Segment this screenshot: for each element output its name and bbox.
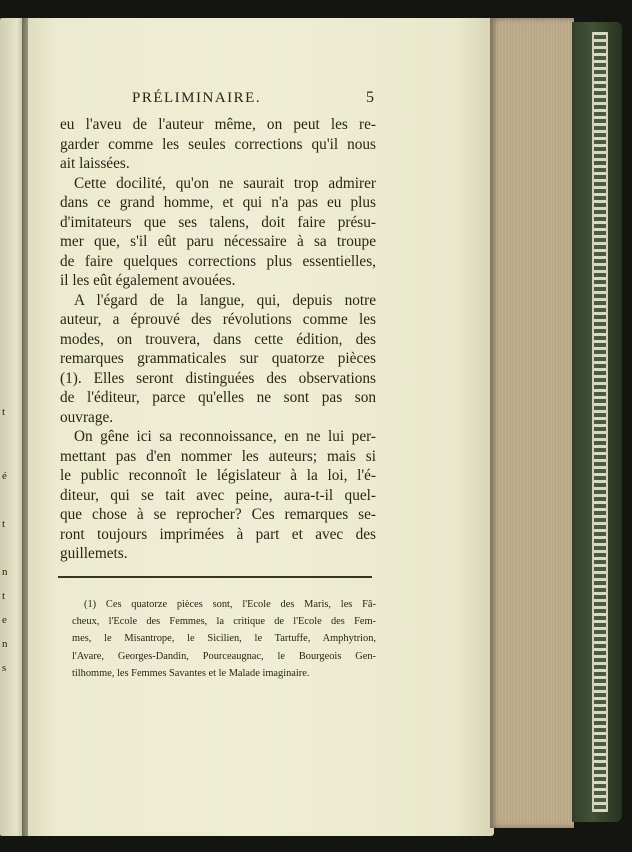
text-line: garder comme les seules corrections qu'il nous bbox=[60, 135, 376, 153]
facing-page-fragment: n bbox=[2, 566, 8, 578]
footnote-line: tilhomme, les Femmes Savantes et le Malade imaginaire. bbox=[72, 667, 310, 679]
text-line: ront toujours imprimées à part et avec des bbox=[60, 525, 376, 543]
text-line: il les eût également avouées. bbox=[60, 272, 236, 289]
text-line: eu l'aveu de l'auteur même, on peut les re- bbox=[60, 116, 376, 133]
text-line: modes, on trouvera, dans cette édition, des bbox=[60, 330, 376, 348]
facing-page-fragment: t bbox=[2, 406, 6, 418]
text-line: dans ce grand homme, et qui n'a pas eu plus bbox=[60, 194, 376, 211]
footnote bbox=[72, 596, 376, 682]
footnote-line: (1) Ces quatorze pièces sont, l'Ecole des Maris, les Fâ- bbox=[84, 599, 376, 610]
text-line: le public reconnoît le législateur à la loi, l'é- bbox=[60, 467, 376, 484]
footnote-line: l'Avare, Georges-Dandin, Pourceaugnac, le Bourgeois Gen- bbox=[72, 650, 376, 662]
text-line: ouvrage. bbox=[60, 408, 114, 426]
text-line: mer que, s'il eût paru nécessaire à sa troupe bbox=[60, 233, 376, 250]
text-line: diteur, qui se tait avec peine, aura-t-il quel- bbox=[60, 486, 376, 504]
text-line: remarques grammaticales sur quatorze pièces bbox=[60, 350, 376, 367]
page-number: 5 bbox=[366, 89, 374, 106]
footnote-divider bbox=[58, 576, 372, 578]
text-line: ait laissées. bbox=[60, 155, 130, 172]
facing-page-fragment: t bbox=[2, 518, 6, 530]
text-line: que chose à se reprocher? Ces remarques se- bbox=[60, 506, 376, 523]
page-stack-edge bbox=[490, 18, 574, 828]
footnote-line: cheux, l'Ecole des Femmes, la critique de l'Ecole des Fem- bbox=[72, 616, 376, 628]
spine-ornament bbox=[592, 32, 608, 812]
text-line: de l'éditeur, parce qu'elles ne sont pas son bbox=[60, 389, 376, 406]
facing-page-edge bbox=[0, 18, 24, 836]
text-line: (1). Elles seront distinguées des observations bbox=[60, 369, 376, 387]
book-spine bbox=[572, 22, 622, 822]
text-line: d'imitateurs que ses talens, doit faire présu- bbox=[60, 213, 376, 231]
text-line: auteur, a éprouvé des révolutions comme les bbox=[60, 311, 376, 328]
facing-page-fragment: e bbox=[2, 614, 7, 626]
footnote-line: mes, le Misantrope, le Sicilien, le Tartuffe, Amphytrion, bbox=[72, 633, 376, 645]
facing-page-fragment: n bbox=[2, 638, 8, 650]
facing-page-fragment: s bbox=[2, 662, 7, 674]
text-line: A l'égard de la langue, qui, depuis notre bbox=[74, 291, 376, 309]
facing-page-fragment: t bbox=[2, 590, 6, 602]
text-line: de faire quelques corrections plus essentielles, bbox=[60, 252, 376, 270]
body-text bbox=[60, 115, 376, 564]
text-line: Cette docilité, qu'on ne saurait trop admirer bbox=[74, 174, 376, 192]
running-header: PRÉLIMINAIRE. bbox=[132, 90, 262, 106]
text-line: guillemets. bbox=[60, 545, 128, 562]
text-line: mettant pas d'en nommer les auteurs; mais si bbox=[60, 447, 376, 465]
text-line: On gêne ici sa reconnoissance, en ne lui per- bbox=[74, 428, 376, 445]
facing-page-fragment: é bbox=[2, 470, 7, 482]
